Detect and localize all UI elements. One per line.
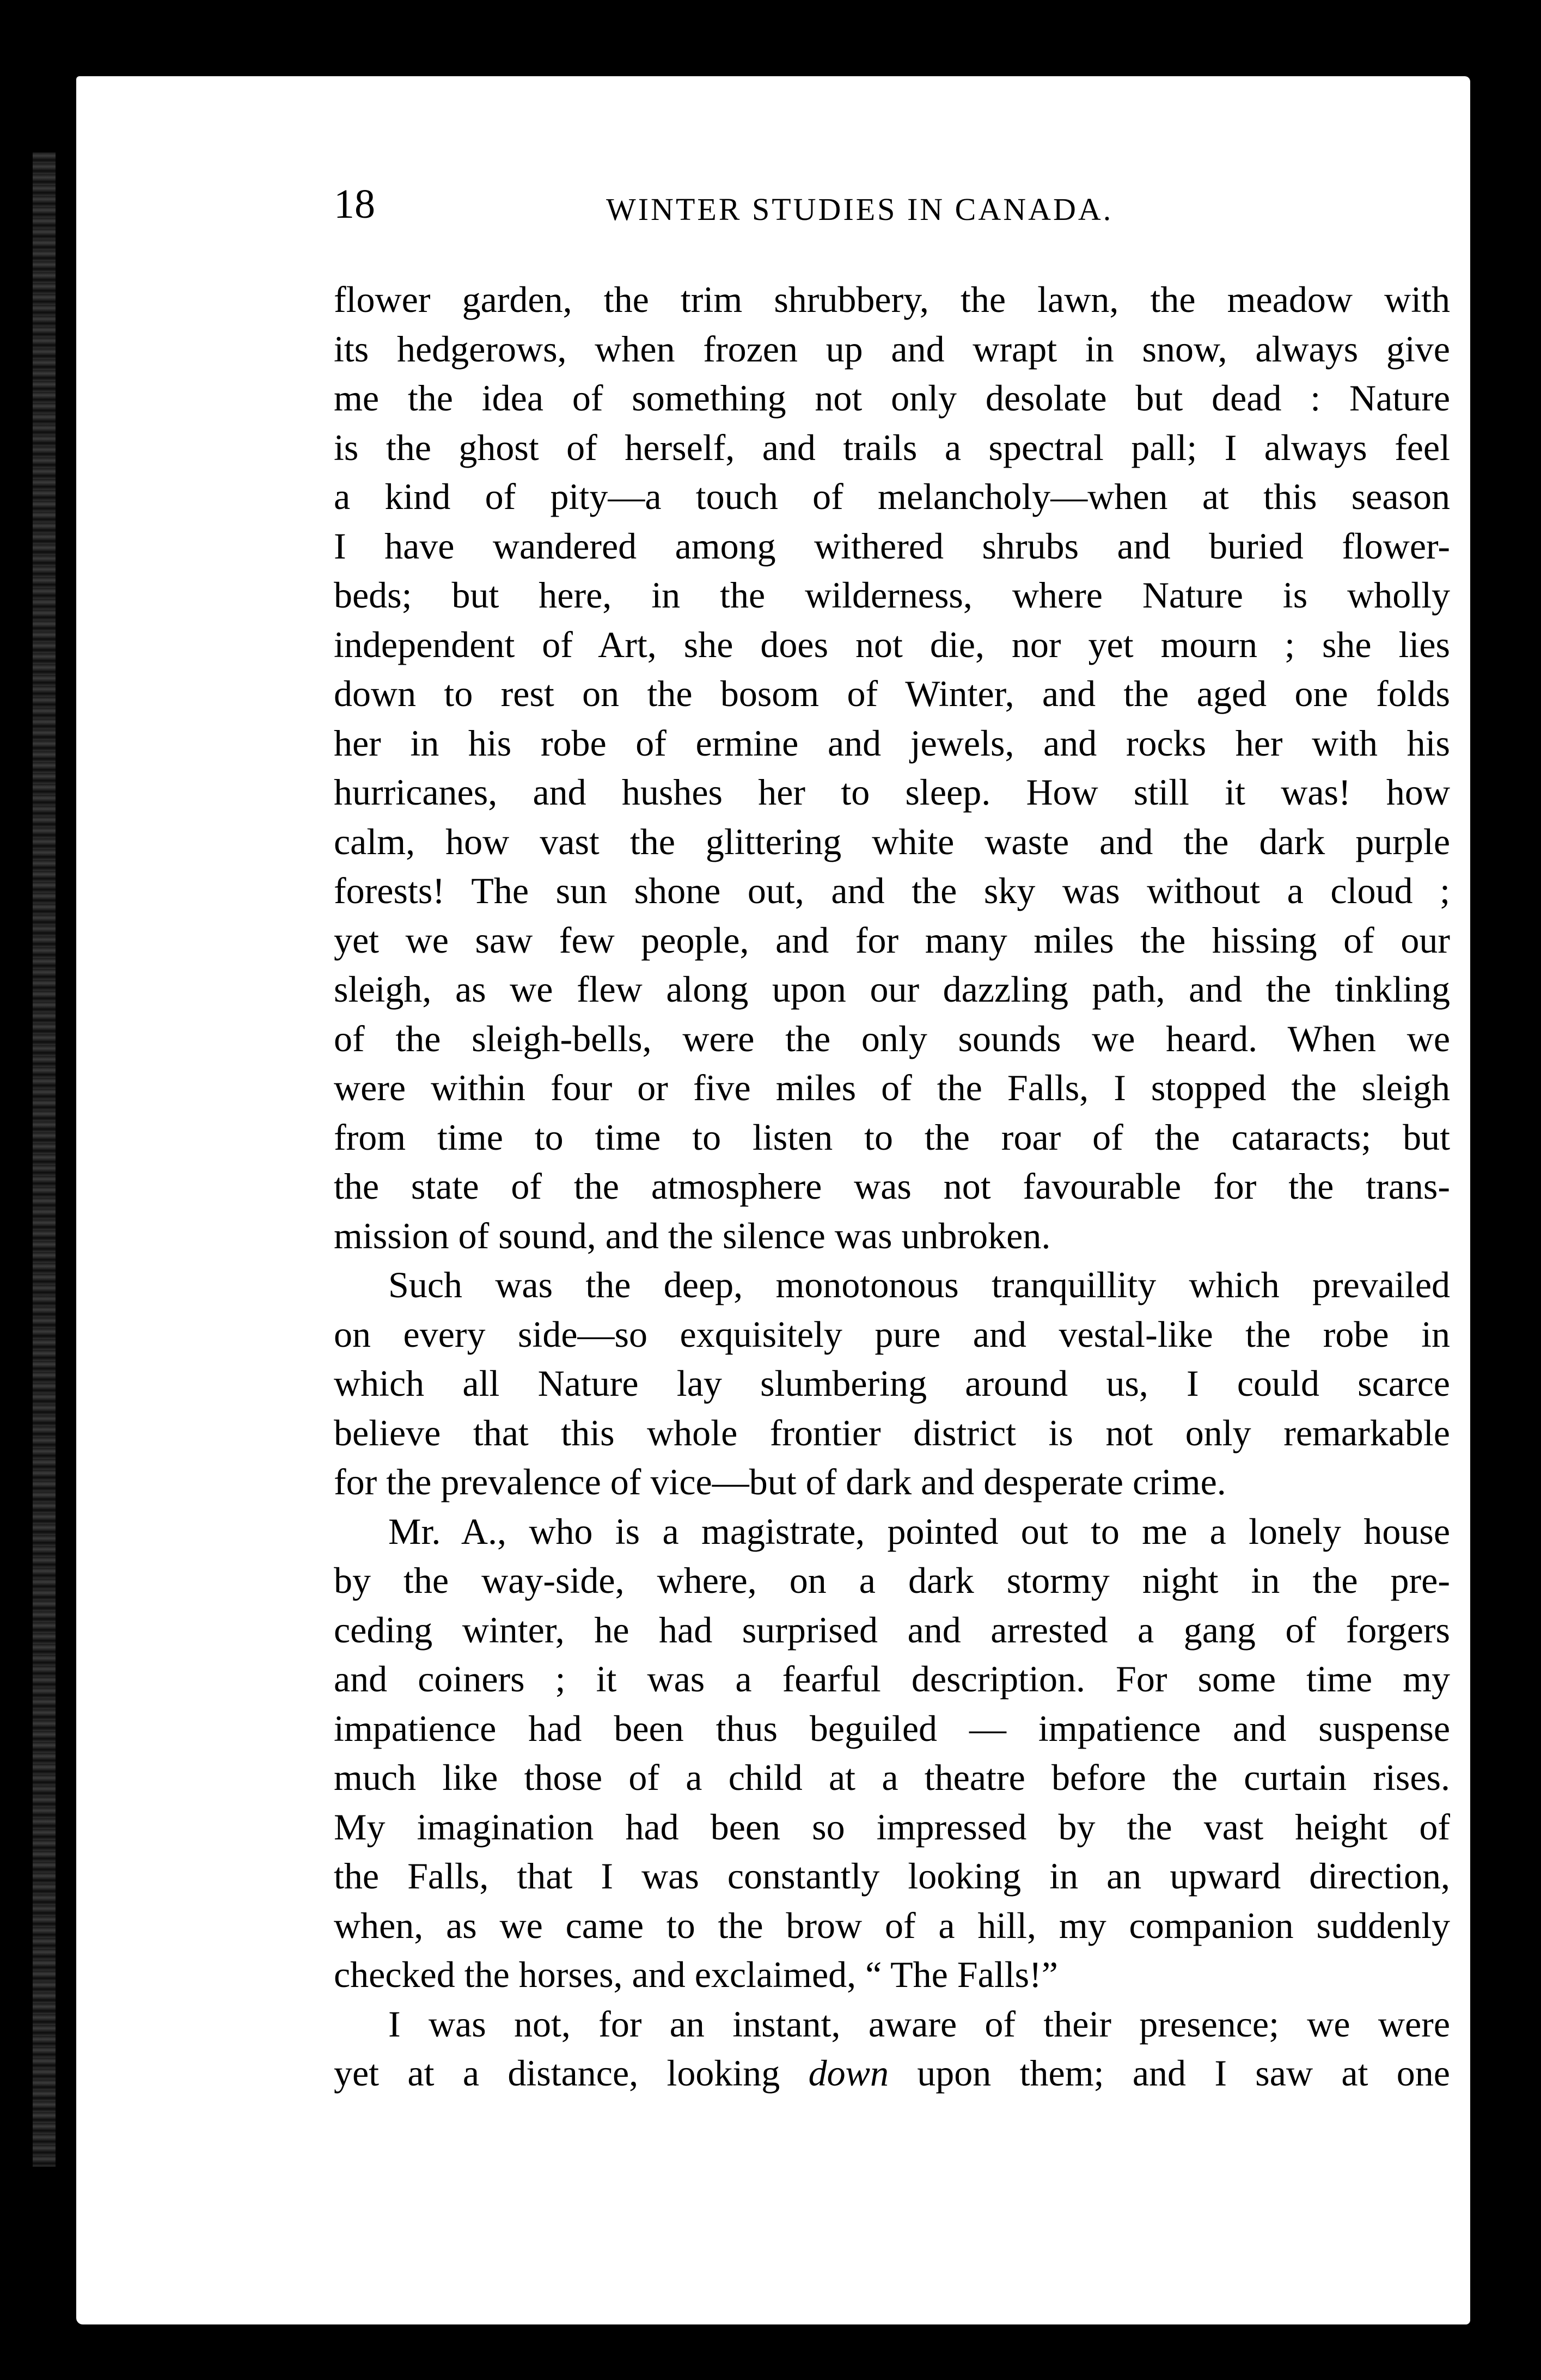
italic-word: down [808, 2052, 889, 2094]
text-line: a kind of pity—a touch of melancholy—when at this season [334, 476, 1450, 517]
text-line: down to rest on the bosom of Winter, and the aged one folds [334, 673, 1450, 714]
scan-edge-left [33, 152, 56, 2167]
text-line: hurricanes, and hushes her to sleep. How still it was! how [334, 771, 1450, 813]
text-line: mission of sound, and the silence was unbroken. [334, 1214, 1051, 1256]
text-line: by the way-side, where, on a dark stormy night in the pre- [334, 1560, 1450, 1601]
text-line [334, 2048, 1450, 2098]
text-line: from time to time to listen to the roar of the cataracts; but [334, 1116, 1450, 1158]
text-line: I have wandered among withered shrubs and buried flower- [334, 525, 1450, 567]
text-line: calm, how vast the glittering white waste and the dark purple [334, 820, 1450, 862]
text-line: Mr. A., who is a magistrate, pointed out to me a lonely house [388, 1510, 1450, 1552]
text-fragment: yet at a distance, looking [334, 2052, 809, 2094]
text-line: is the ghost of herself, and trails a spectral pall; I always feel [334, 426, 1450, 468]
text-line: believe that this whole frontier district is not only remarkable [334, 1412, 1450, 1453]
body-text [334, 275, 1450, 2098]
text-line: impatience had been thus beguiled — impatience and suspense [334, 1707, 1450, 1749]
text-line: yet we saw few people, and for many miles the hissing of our [334, 919, 1450, 961]
text-fragment: upon them; and I saw at one [888, 2052, 1450, 2094]
text-line: I was not, for an instant, aware of their presence; we were [388, 2003, 1450, 2045]
running-title: WINTER STUDIES IN CANADA. [606, 192, 1114, 227]
text-line: independent of Art, she does not die, nor yet mourn ; she lies [334, 623, 1450, 665]
text-line: checked the horses, and exclaimed, “ The Falls!” [334, 1954, 1058, 1995]
text-line: which all Nature lay slumbering around us, I could scarce [334, 1363, 1450, 1404]
text-line: ceding winter, he had surprised and arrested a gang of forgers [334, 1609, 1450, 1651]
text-line: beds; but here, in the wilderness, where Nature is wholly [334, 574, 1450, 616]
text-line: and coiners ; it was a fearful description. For some time my [334, 1658, 1450, 1700]
page-number: 18 [334, 181, 375, 227]
text-line: her in his robe of ermine and jewels, and rocks her with his [334, 722, 1450, 764]
text-line: were within four or five miles of the Falls, I stopped the sleigh [334, 1067, 1450, 1108]
text-line: when, as we came to the brow of a hill, my companion suddenly [334, 1904, 1450, 1946]
text-line: flower garden, the trim shrubbery, the lawn, the meadow with [334, 279, 1450, 320]
text-line: its hedgerows, when frozen up and wrapt in snow, always give [334, 328, 1450, 370]
text-line: on every side—so exquisitely pure and vestal-like the robe in [334, 1313, 1450, 1355]
text-line: for the prevalence of vice—but of dark and desperate crime. [334, 1461, 1226, 1502]
text-line: sleigh, as we flew along upon our dazzling path, and the tinkling [334, 968, 1450, 1010]
text-line: My imagination had been so impressed by the vast height of [334, 1806, 1450, 1848]
running-head [334, 180, 1450, 229]
text-line: the Falls, that I was constantly looking in an upward direction, [334, 1855, 1450, 1897]
text-line: much like those of a child at a theatre before the curtain rises. [334, 1757, 1450, 1798]
text-line: forests! The sun shone out, and the sky was without a cloud ; [334, 870, 1450, 911]
text-line: Such was the deep, monotonous tranquillity which prevailed [388, 1264, 1450, 1305]
text-line: the state of the atmosphere was not favourable for the trans- [334, 1166, 1450, 1207]
text-line: of the sleigh-bells, were the only sounds we heard. When we [334, 1017, 1450, 1059]
text-line: me the idea of something not only desolate but dead : Nature [334, 377, 1450, 419]
